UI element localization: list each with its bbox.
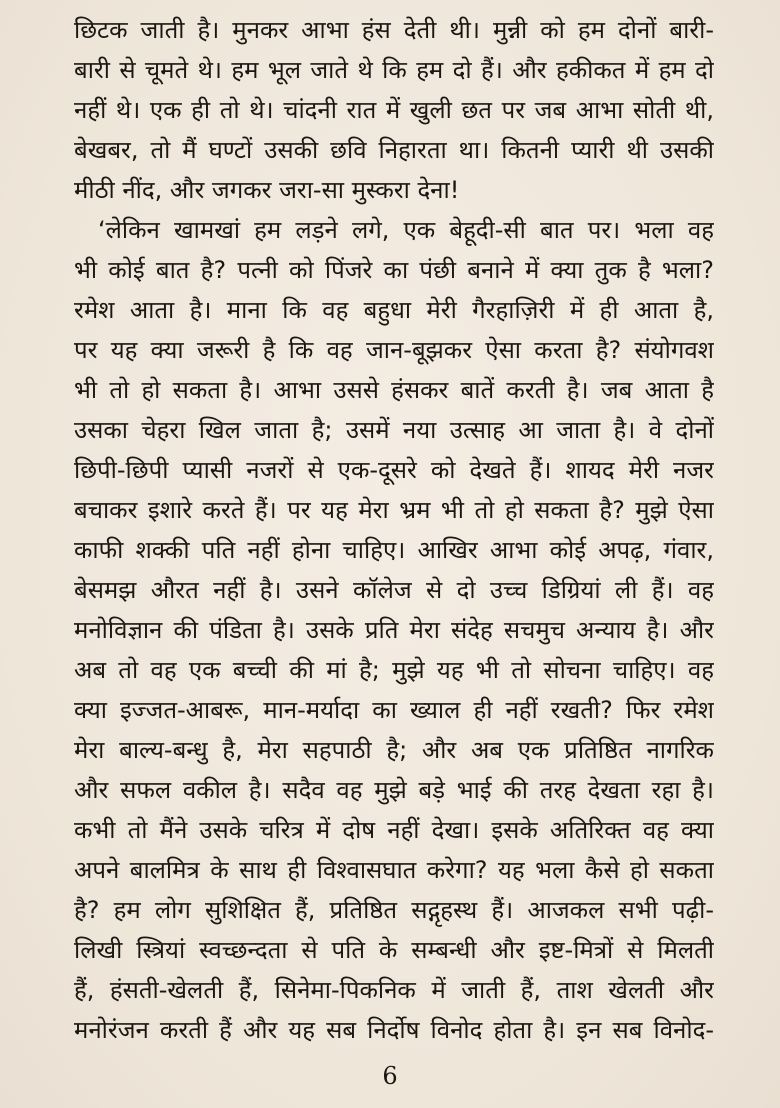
text-line: लिखी स्त्रियां स्वच्छन्दता से पति के सम्बन्धी और इष्ट-मित्रों से मिलती <box>74 936 714 964</box>
text-line: है? हम लोग सुशिक्षित हैं, प्रतिष्ठित सद्गृहस्थ हैं। आजकल सभी पढ़ी- <box>74 896 714 924</box>
text-line: नहीं थे। एक ही तो थे। चांदनी रात में खुली छत पर जब आभा सोती थी, <box>74 96 714 124</box>
text-line: बचाकर इशारे करते हैं। पर यह मेरा भ्रम भी तो हो सकता है? मुझे ऐसा <box>74 496 714 524</box>
text-line: रमेश आता है। माना कि वह बहुधा मेरी गैरहाज़िरी में ही आता है, <box>74 296 714 324</box>
text-line: काफी शक्की पति नहीं होना चाहिए। आखिर आभा कोई अपढ़, गंवार, <box>74 536 714 564</box>
text-line: कभी तो मैंने उसके चरित्र में दोष नहीं देखा। इसके अतिरिक्त वह क्या <box>74 816 714 844</box>
text-line: पर यह क्या जरूरी है कि वह जान-बूझकर ऐसा करता है? संयोगवश <box>74 336 714 364</box>
text-line: बेखबर, तो मैं घण्टों उसकी छवि निहारता था। कितनी प्यारी थी उसकी <box>74 136 714 164</box>
text-line: हैं, हंसती-खेलती हैं, सिनेमा-पिकनिक में जाती हैं, ताश खेलती और <box>74 976 714 1004</box>
text-line: भी तो हो सकता है। आभा उससे हंसकर बातें करती है। जब आता है <box>74 376 714 404</box>
page-number: 6 <box>382 1062 398 1090</box>
text-line: और सफल वकील है। सदैव वह मुझे बड़े भाई की तरह देखता रहा है। <box>74 776 714 804</box>
text-line: अपने बालमित्र के साथ ही विश्वासघात करेगा? यह भला कैसे हो सकता <box>74 856 714 884</box>
text-line: मनोविज्ञान की पंडिता है। उसके प्रति मेरा संदेह सचमुच अन्याय है। और <box>74 616 714 644</box>
text-line: उसका चेहरा खिल जाता है; उसमें नया उत्साह आ जाता है। वे दोनों <box>74 416 714 444</box>
text-line: मनोरंजन करती हैं और यह सब निर्दोष विनोद होता है। इन सब विनोद- <box>74 1016 714 1044</box>
body-text <box>74 10 714 1050</box>
text-line: छिपी-छिपी प्यासी नजरों से एक-दूसरे को देखते हैं। शायद मेरी नजर <box>74 456 714 484</box>
text-line: भी कोई बात है? पत्नी को पिंजरे का पंछी बनाने में क्या तुक है भला? <box>74 256 714 284</box>
text-line: छिटक जाती है। मुनकर आभा हंस देती थी। मुन्नी को हम दोनों बारी- <box>74 16 714 44</box>
text-line: बारी से चूमते थे। हम भूल जाते थे कि हम दो हैं। और हकीकत में हम दो <box>74 56 714 84</box>
text-line: अब तो वह एक बच्ची की मां है; मुझे यह भी तो सोचना चाहिए। वह <box>74 656 714 684</box>
text-line: बेसमझ औरत नहीं है। उसने कॉलेज से दो उच्च डिग्रियां ली हैं। वह <box>74 576 714 604</box>
text-line: मेरा बाल्य-बन्धु है, मेरा सहपाठी है; और अब एक प्रतिष्ठित नागरिक <box>74 736 714 764</box>
text-line: क्या इज्जत-आबरू, मान-मर्यादा का ख्याल ही नहीं रखती? फिर रमेश <box>74 696 714 724</box>
text-line: ‘लेकिन खामखां हम लड़ने लगे, एक बेहूदी-सी बात पर। भला वह <box>98 216 714 244</box>
text-line: मीठी नींद, और जगकर जरा-सा मुस्करा देना! <box>74 176 460 204</box>
